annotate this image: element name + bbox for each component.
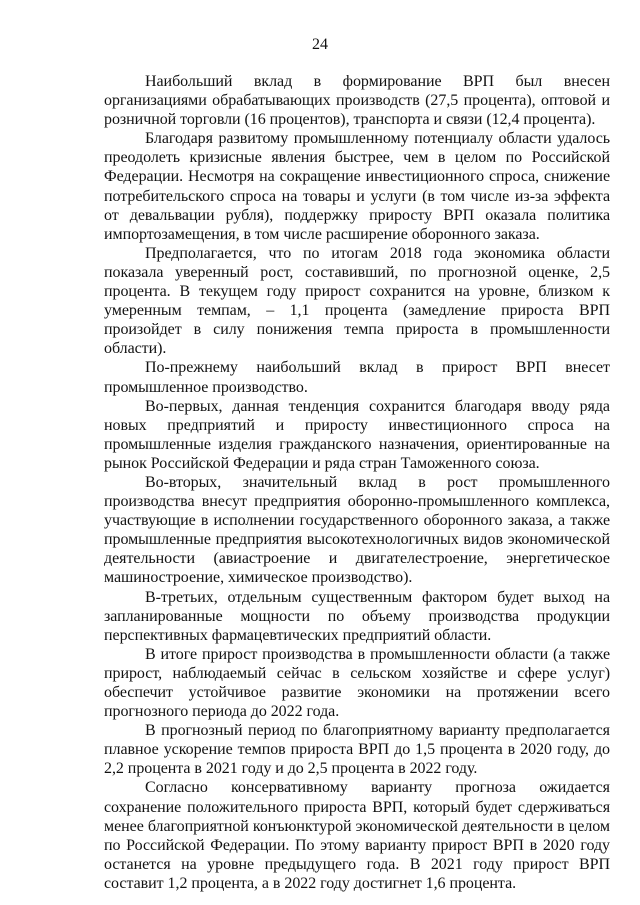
document-body	[104, 72, 610, 893]
page-number: 24	[312, 36, 328, 53]
paragraph-2018-growth: Предполагается, что по итогам 2018 года экономика области показала уверенный рост, составивший, по прогнозной оценке, 2,5 процента. В текущем году прирост сохранится на уровне, близком к умеренным темпам, – 1,1 процента (замедление прироста ВРП произойдет в силу понижения темпа прироста в промышленности области).	[104, 244, 610, 358]
paragraph-favorable-scenario: В прогнозный период по благоприятному варианту предполагается плавное ускорение темпов прироста ВРП до 1,5 процента в 2020 году, до 2,2 процента в 2021 году и до 2,5 процента в 2022 году.	[104, 722, 610, 778]
paragraph-contribution-structure: Наибольший вклад в формирование ВРП был внесен организациями обрабатывающих производств (27,5 процента), оптовой и розничной торговли (16 процентов), транспорта и связи (12,4 процента).	[104, 73, 610, 129]
paragraph-third-factor: В-третьих, отдельным существенным фактором будет выход на запланированные мощности по объему производства продукции перспективных фармацевтических предприятий области.	[104, 588, 610, 644]
paragraph-industry-contribution: По-прежнему наибольший вклад в прирост ВРП внесет промышленное производство.	[104, 359, 610, 396]
paragraph-crisis-overcoming: Благодаря развитому промышленному потенциалу области удалось преодолеть кризисные явления быстрее, чем в целом по Российской Федерации. Несмотря на сокращение инвестиционного спроса, снижение потребительского спроса на товары и услуги (в том числе из-за эффекта от девальвации рубля), поддержку приросту ВРП оказала политика импортозамещения, в том числе расширение оборонного заказа.	[104, 130, 610, 243]
paragraph-first-factor: Во-первых, данная тенденция сохранится благодаря вводу ряда новых предприятий и приросту инвестиционного спроса на промышленные изделия гражданского назначения, ориентированные на рынок Российской Федерации и ряда стран Таможенного союза.	[104, 397, 610, 472]
paragraph-conservative-scenario: Согласно консервативному варианту прогноза ожидается сохранение положительного прироста ВРП, который будет сдерживаться менее благоприятной конъюнктурой экономической деятельности в целом по Российской Федерации. По этому варианту прирост ВРП в 2020 году останется на уровне предыдущего года. В 2021 году прирост ВРП составит 1,2 процента, а в 2022 году достигнет 1,6 процента.	[104, 779, 610, 892]
paragraph-second-factor: Во-вторых, значительный вклад в рост промышленного производства внесут предприятия оборонно-промышленного комплекса, участвующие в исполнении государственного оборонного заказа, а также промышленные предприятия высокотехнологичных видов экономической деятельности (авиастроение и двигателестроение, энергетическое машиностроение, химическое производство).	[104, 473, 610, 587]
paragraph-outcome: В итоге прирост производства в промышленности области (а также прирост, наблюдаемый сейчас в сельском хозяйстве и сфере услуг) обеспечит устойчивое развитие экономики на протяжении всего прогнозного периода до 2022 года.	[104, 645, 610, 721]
